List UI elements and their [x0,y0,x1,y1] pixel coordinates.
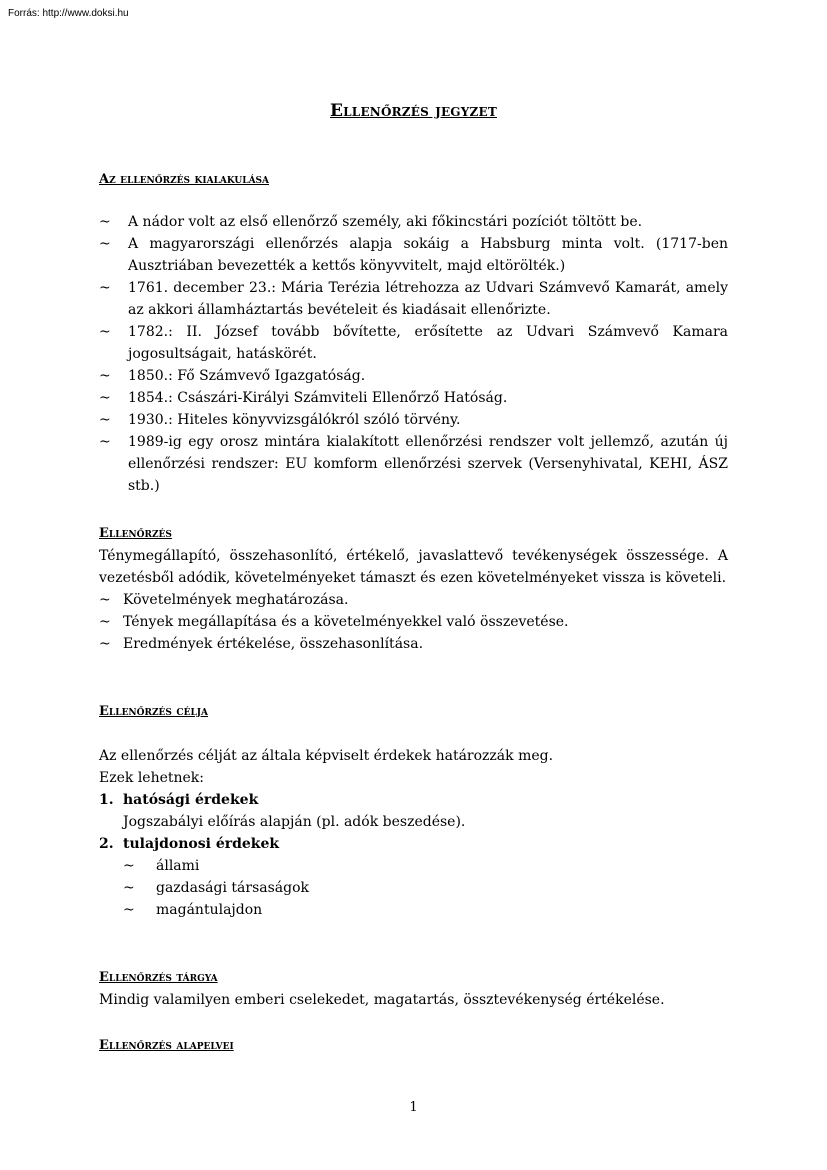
tilde-bullet: ~ [123,858,135,874]
celja-intro-2: Ezek lehetnek: [99,770,205,786]
celja-body [99,745,728,921]
tilde-bullet: ~ [99,592,111,608]
numbered-item-2 [99,833,728,855]
list-item-text: Eredmények értékelése, összehasonlítása. [123,636,424,652]
list-item [99,277,728,321]
list-item-text: A nádor volt az első ellenőrző személy, aki főkincstári pozíciót töltött be. [128,214,643,230]
item-number: 1. [99,792,114,808]
tilde-bullet: ~ [99,390,111,406]
ellenorzes-definition: Ténymegállapító, összehasonlító, értékelő, javaslattevő tevékenységek összessége. A vezetésből adódik, követelményeket támaszt és ezen követelményeket vissza is követeli. [99,548,728,586]
list-item [99,589,728,611]
list-item-text: állami [156,858,200,874]
tilde-bullet: ~ [99,214,111,230]
list-item-text: magántulajdon [156,902,263,918]
list-item-text: 1930.: Hiteles könyvvizsgálókról szóló törvény. [128,412,461,428]
tilde-bullet: ~ [99,614,111,630]
ellenorzes-body [99,545,728,655]
list-item-text: 1761. december 23.: Mária Terézia létrehozza az Udvari Számvevő Kamarát, amely az akkori államháztartás bevételeit és kiadásait ellenőrizte. [128,280,728,318]
section-heading-kialakulas: Az ellenőrzés kialakulása [99,172,270,187]
list-item [99,365,728,387]
numbered-item-1 [99,789,728,811]
list-item-text: A magyarországi ellenőrzés alapja sokáig a Habsburg minta volt. (1717-ben Ausztriában bevezették a kettős könyvvitelt, majd eltörölték.) [128,236,728,274]
list-item [99,633,728,655]
tilde-bullet: ~ [99,412,111,428]
section-heading-alapelvei: Ellenőrzés alapelvei [99,1038,234,1053]
tilde-bullet: ~ [99,280,111,296]
list-item [99,855,728,877]
page-number: 1 [409,1100,418,1115]
list-item [99,899,728,921]
list-item [99,877,728,899]
list-item [99,321,728,365]
tilde-bullet: ~ [99,434,111,450]
list-item-text: Tények megállapítása és a követelményekkel való összevetése. [123,614,569,630]
list-item-text: 1850.: Fő Számvevő Igazgatóság. [128,368,366,384]
tilde-bullet: ~ [99,324,111,340]
list-item-text: 1989-ig egy orosz mintára kialakított ellenőrzési rendszer volt jellemző, azután új ellenőrzési rendszer: EU komform ellenőrzési szervek (Versenyhivatal, KEHI, ÁSZ stb.) [128,434,728,494]
list-item [99,611,728,633]
list-item-text: 1782.: II. József tovább bővítette, erősítette az Udvari Számvevő Kamara jogosultságait, hatáskörét. [128,324,728,362]
tilde-bullet: ~ [99,236,111,252]
section-heading-targya: Ellenőrzés tárgya [99,970,218,985]
list-item [99,431,728,497]
numbered-item-1-text: Jogszabályi előírás alapján (pl. adók beszedése). [123,814,466,830]
history-list [99,211,728,497]
list-item-text: gazdasági társaságok [156,880,310,896]
list-item-text: Követelmények meghatározása. [123,592,349,608]
tilde-bullet: ~ [99,636,111,652]
list-item [99,233,728,277]
page-title: Ellenőrzés jegyzet [330,101,497,121]
list-item [99,387,728,409]
targya-body [99,989,728,1011]
item-number: 2. [99,836,114,852]
celja-intro: Az ellenőrzés célját az általa képviselt érdekek határozzák meg. [99,748,554,764]
list-item [99,409,728,431]
tilde-bullet: ~ [123,880,135,896]
targya-text: Mindig valamilyen emberi cselekedet, magatartás, össztevékenység értékelése. [99,992,665,1008]
list-item [99,211,728,233]
item-title: hatósági érdekek [123,792,259,808]
list-item-text: 1854.: Császári-Királyi Számviteli Ellenőrző Hatóság. [128,390,508,406]
section-heading-celja: Ellenőrzés célja [99,704,209,719]
source-url: Forrás: http://www.doksi.hu [8,8,129,19]
tilde-bullet: ~ [123,902,135,918]
item-title: tulajdonosi érdekek [123,836,280,852]
tilde-bullet: ~ [99,368,111,384]
section-heading-ellenorzes: Ellenőrzés [99,526,172,541]
